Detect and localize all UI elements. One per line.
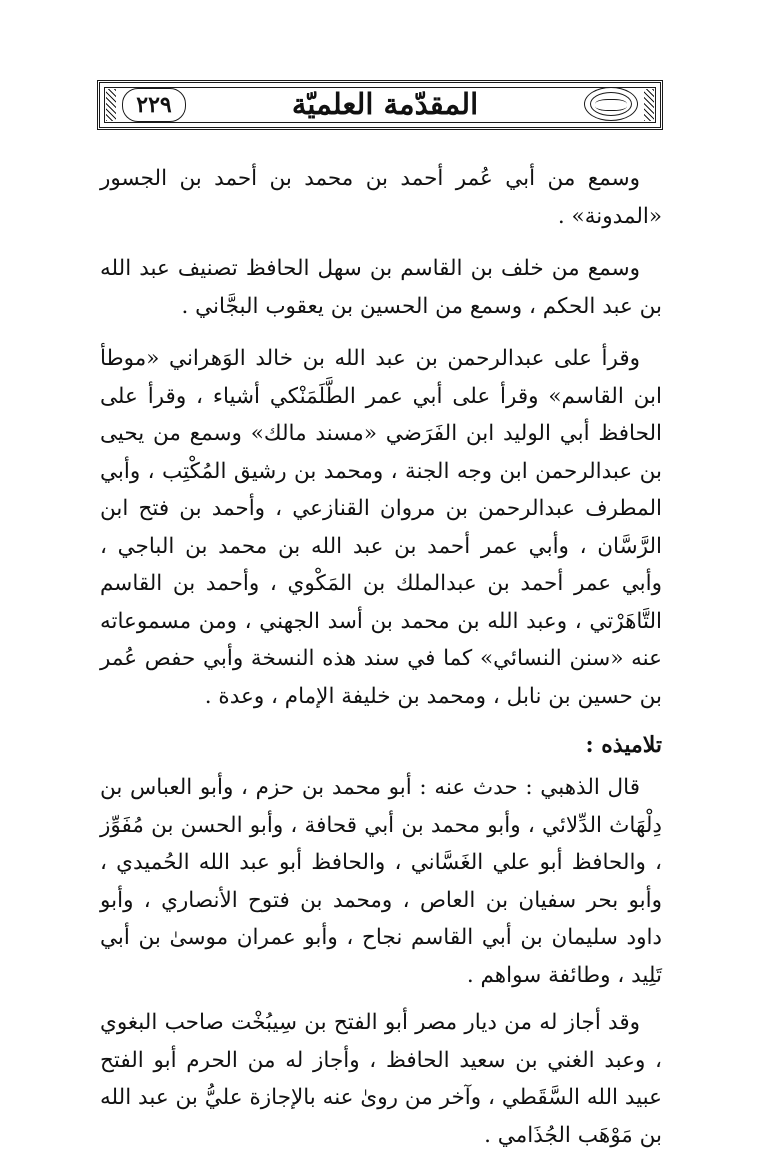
page-body — [100, 160, 662, 1154]
header-left-ornament — [106, 89, 116, 121]
page-number: ٢٢٩ — [122, 88, 186, 122]
page-header-frame — [97, 80, 663, 130]
section-heading-students: تلاميذه : — [585, 732, 662, 758]
paragraph-qaraa-ala: وقرأ على عبدالرحمن بن عبد الله بن خالد الوَهراني «موطأ ابن القاسم» وقرأ على أبي عمر الطَّلَمَنْكي أشياء ، وقرأ على الحافظ أبي الوليد ابن الفَرَضي «مسند مالك» وسمع من يحيى بن عبدالرحمن ابن وجه الجنة ، ومحمد بن رشيق المُكْتِب ، وأبي المطرف عبدالرحمن بن مروان القنازعي ، وأحمد بن فتح ابن الرَّسَّان ، وأبي عمر أحمد بن عبد الله بن محمد بن الباجي ، وأبي عمر أحمد بن عبدالملك بن المَكْوي ، وأحمد بن القاسم التَّاهَرْتي ، وعبد الله بن محمد بن أسد الجهني ، ومن مسموعاته عنه «سنن النسائي» كما في سند هذه النسخة وأبي حفص عُمر بن حسين بن نابل ، ومحمد بن خليفة الإمام ، وعدة . — [100, 346, 662, 709]
running-title: المقدّمة العلميّة — [291, 87, 479, 121]
paragraph-dhahabi: قال الذهبي : حدث عنه : أبو محمد بن حزم ، وأبو العباس بن دِلْهَاث الدِّلائي ، وأبو محمد بن أبي قحافة ، وأبو الحسن بن مُفَوِّز ، والحافظ أبو علي الغَسَّاني ، والحافظ أبو عبد الله الحُميدي ، وأبو بحر سفيان بن العاص ، ومحمد بن فتوح الأنصاري ، وأبو داود سليمان بن أبي القاسم نجاح ، وأبو عمران موسىٰ بن أبي تَلِيد ، وطائفة سواهم . — [100, 775, 662, 988]
paragraph-ijaza: وقد أجاز له من ديار مصر أبو الفتح بن سِيبُخْت صاحب البغوي ، وعبد الغني بن سعيد الحافظ ، وأجاز له من الحرم أبو الفتح عبيد الله السَّقَطي ، وآخر من روىٰ عنه بالإجازة عليُّ بن عبد الله بن مَوْهَب الجُذَامي . — [100, 1010, 662, 1148]
book-emblem-icon — [584, 87, 638, 121]
paragraph-sama-abu-umar: وسمع من أبي عُمر أحمد بن محمد بن أحمد بن الجسور «المدونة» . — [100, 166, 662, 229]
paragraph-sama-khalaf: وسمع من خلف بن القاسم بن سهل الحافظ تصنيف عبد الله بن عبد الحكم ، وسمع من الحسين بن يعقوب البجَّاني . — [100, 256, 662, 319]
header-right-ornament — [644, 89, 654, 121]
emblem-calligraphy-icon — [595, 99, 627, 111]
